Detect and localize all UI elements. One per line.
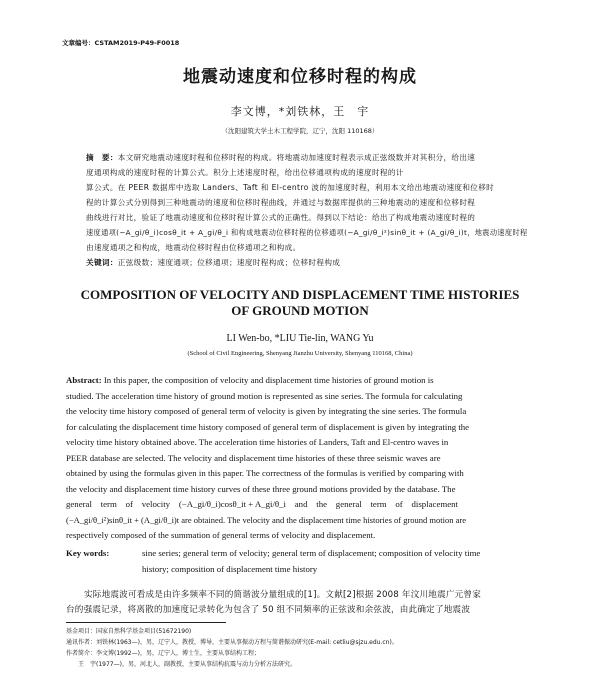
footnote-divider — [66, 622, 226, 623]
cn-abstract-label: 摘 要： — [86, 153, 118, 162]
en-abstract — [66, 373, 554, 544]
cn-keywords-label: 关键词： — [86, 258, 118, 267]
intro-paragraph — [66, 588, 554, 618]
en-abstract-line: the velocity time history composed of general term of velocity is given by integrating the sine series. The formula — [66, 406, 467, 416]
intro-line: 实际地震波可看成是由许多频率不同的简谐波分量组成的[1]。文献[2]根据 2008 年汶川地震广元曾家 — [84, 590, 482, 600]
en-abstract-line: respectively composed of the summation of general terms of velocity and displacement. — [66, 530, 376, 540]
en-title — [0, 287, 600, 319]
footnote-line: 通讯作者：刘铁林(1963—)，男，辽宁人，教授，博导，主要从事振动方程与简谐振动研究(E-mail: cetliu@sjzu.edu.cn)。 — [66, 639, 398, 646]
footnote-line: 王 宇(1977—)，男，河北人，副教授，主要从事结构抗震与动力分析方法研究。 — [66, 661, 296, 668]
cn-abstract-line: 曲线进行对比，验证了地震动速度和位移时程计算公式的正确性。得到以下结论：给出了构成地震动速度时程的 — [86, 213, 476, 222]
document-id: 文章编号：CSTAM2019-P49-F0018 — [62, 39, 180, 47]
en-abstract-line: obtained by using the formulas given in this paper. The correctness of the formulas is verified by comparing with — [66, 468, 464, 478]
en-abstract-line: the velocity and displacement time history curves of these three ground motions provided by the database. The — [66, 483, 456, 494]
en-abstract-line: studied. The acceleration time history of ground motion is represented as sine series. The formula for calculating — [66, 390, 463, 401]
en-title-line: COMPOSITION OF VELOCITY AND DISPLACEMENT TIME HISTORIES — [80, 287, 520, 302]
cn-abstract-line: 由速度通项之和构成，地震动位移时程由位移通项之和构成。 — [86, 243, 301, 252]
en-abstract-line: In this paper, the composition of velocity and displacement time histories of ground motion is — [103, 375, 434, 385]
en-authors: LI Wen-bo, *LIU Tie-lin, WANG Yu — [226, 333, 374, 344]
cn-keywords: 正弦级数；速度通项；位移通项；速度时程构成；位移时程构成 — [117, 258, 341, 267]
en-keywords — [66, 546, 554, 577]
en-abstract-line: (−A_gi/θ_i²)sinθ_it + (A_gi/θ_i)t are obtained. The velocity and the displacement time histories of ground motion are — [66, 514, 466, 525]
intro-line: 台的强震记录，将离散的加速度记录转化为包含了 50 组不同频率的正弦波和余弦波，由此确定了地震波 — [66, 605, 471, 615]
en-affiliation: (School of Civil Engineering, Shenyang Jianzhu University, Shenyang 110168, China) — [187, 350, 413, 357]
cn-affiliation: （沈阳建筑大学土木工程学院，辽宁，沈阳 110168） — [221, 127, 379, 135]
en-keywords-line: sine series; general term of velocity; general term of displacement; composition of velocity time — [142, 548, 481, 558]
cn-abstract-line: 速度通项(−A_gi/θ_i)cosθ_it + A_gi/θ_i 和构成地震动位移时程的位移通项(−A_gi/θ_i²)sinθ_it + (A_gi/θ_i)t，地震动速度时程 — [86, 228, 528, 237]
cn-abstract — [86, 150, 544, 270]
en-keywords-line: history; composition of displacement time history — [142, 563, 318, 574]
footnote-line: 基金项目：国家自然科学基金项目(51672190) — [66, 628, 192, 635]
cn-abstract-line: 程的计算公式分别得到三种地震动的速度和位移时程曲线，并通过与数据库提供的三种地震动的速度和位移时程 — [86, 198, 476, 207]
en-abstract-line: for calculating the displacement time history composed of general term of displacement is given by integrating the — [66, 421, 470, 432]
en-keywords-label: Key words: — [66, 548, 110, 558]
en-abstract-label: Abstract: — [66, 375, 102, 385]
cn-authors: 李文博，*刘铁林，王 宇 — [230, 105, 370, 118]
cn-abstract-line: 算公式。在 PEER 数据库中选取 Landers、Taft 和 El-centro 波的加速度时程，利用本文给出地震动速度和位移时 — [86, 183, 495, 192]
cn-abstract-line: 度通项构成的速度时程的计算公式。积分上述速度时程，给出位移通项构成的速度时程的计 — [86, 168, 404, 177]
en-abstract-line: velocity time history obtained above. The acceleration time histories of Landers, Taft and El-centro waves in — [66, 437, 449, 447]
cn-title: 地震动速度和位移时程的构成 — [183, 67, 417, 87]
cn-abstract-line: 本文研究地震动速度时程和位移时程的构成。将地震动加速度时程表示成正弦级数并对其积分，给出速 — [117, 153, 476, 162]
footnotes — [66, 626, 554, 670]
footnote-line: 作者简介：李文博(1992—)，男，辽宁人，博士生，主要从事结构工程； — [66, 650, 260, 657]
en-abstract-line: PEER database are selected. The velocity and displacement time histories of these three seismic waves are — [66, 452, 441, 463]
en-title-line: OF GROUND MOTION — [231, 303, 369, 318]
en-abstract-line: general term of velocity (−A_gi/θ_i)cosθ_it + A_gi/θ_i and the general term of displacement — [66, 499, 458, 509]
